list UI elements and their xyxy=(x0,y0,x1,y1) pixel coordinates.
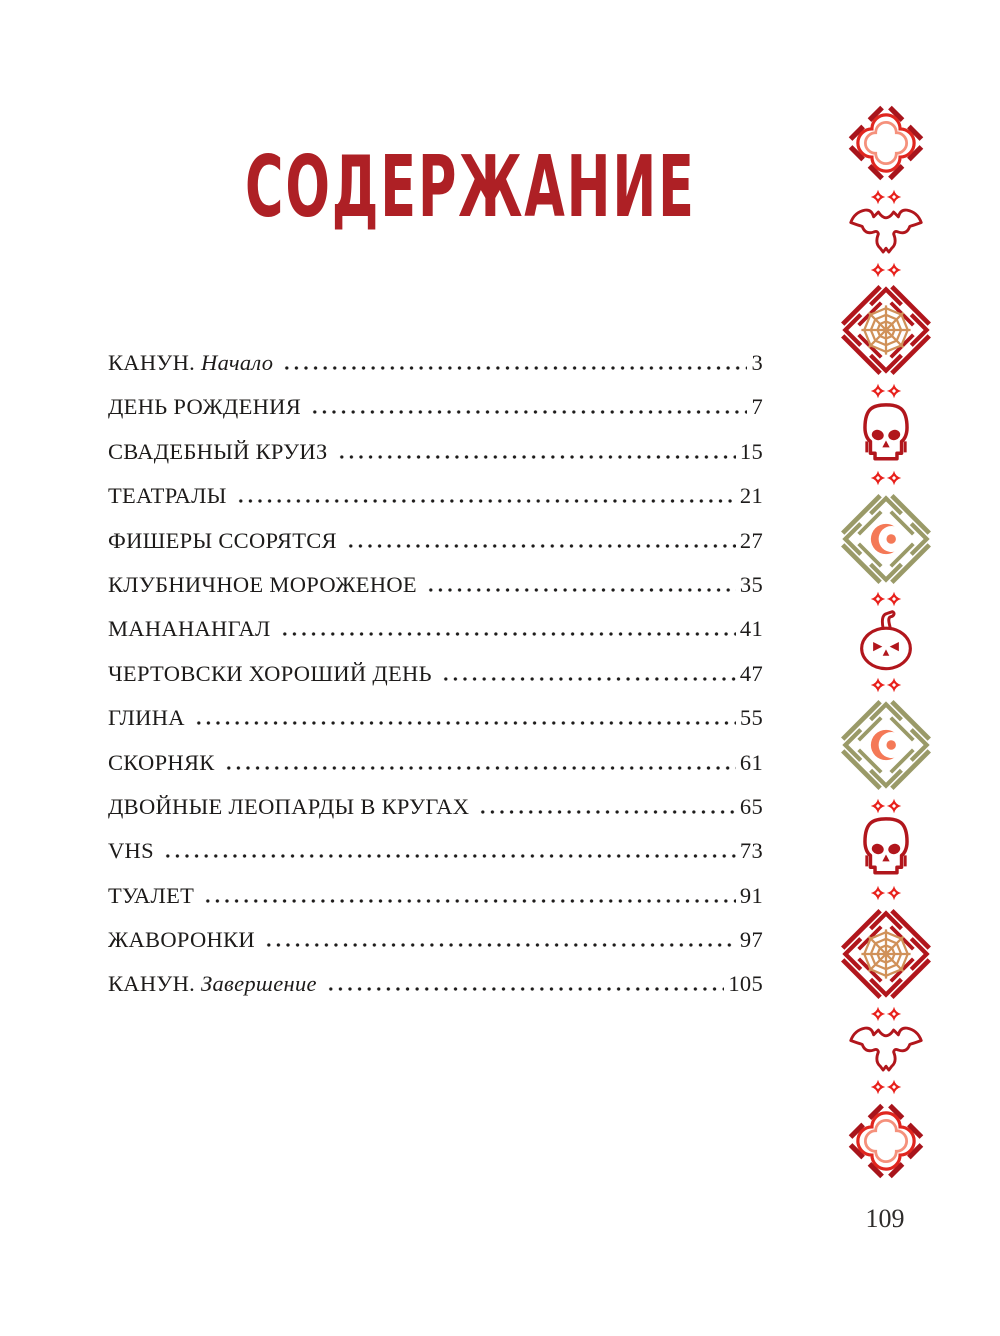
bat-icon xyxy=(846,1023,926,1079)
sparkle-pair-icon xyxy=(840,470,932,486)
toc-dot-leader xyxy=(278,620,736,636)
sparkle-pair-icon xyxy=(840,1079,932,1095)
toc-page-number: 105 xyxy=(728,971,763,997)
toc-dot-leader xyxy=(262,931,736,947)
toc-entry-title: ГЛИНА xyxy=(108,705,185,731)
bat-icon xyxy=(846,205,926,261)
toc-page-number: 27 xyxy=(739,527,763,553)
toc-dot-leader xyxy=(192,709,736,725)
toc-entry-title: ДВОЙНЫЕ ЛЕОПАРДЫ В КРУГАХ xyxy=(108,793,470,819)
toc-entry-title: ЧЕРТОВСКИ ХОРОШИЙ ДЕНЬ xyxy=(108,660,432,686)
sparkle-pair-icon xyxy=(840,591,932,607)
toc-dot-leader xyxy=(324,975,725,991)
sparkle-pair-icon xyxy=(840,677,932,693)
toc-page-number: 35 xyxy=(739,571,763,597)
toc-page-number: 91 xyxy=(739,882,763,908)
skull-icon xyxy=(854,400,918,470)
toc-page-number: 73 xyxy=(739,838,763,864)
skull-icon xyxy=(854,814,918,884)
toc-dot-leader xyxy=(439,665,736,681)
toc-page-number: 21 xyxy=(739,483,763,509)
toc-entry-title: VHS xyxy=(108,838,154,864)
toc-entry-title: ЖАВОРОНКИ xyxy=(108,927,255,953)
sparkle-pair-icon xyxy=(840,383,932,399)
toc-page-number: 61 xyxy=(739,749,763,775)
crescent-diamond-icon xyxy=(834,693,938,797)
sparkle-pair-icon xyxy=(840,885,932,901)
web-diamond-icon xyxy=(834,902,938,1006)
folio-page-number: 109 xyxy=(865,1204,905,1233)
toc-entry xyxy=(108,572,763,616)
toc-entry-title: ДЕНЬ РОЖДЕНИЯ xyxy=(108,394,302,420)
toc-entry xyxy=(108,528,763,572)
toc-entry xyxy=(108,971,763,1015)
toc-page-number: 3 xyxy=(751,350,763,375)
toc-page-number: 65 xyxy=(739,793,763,819)
toc-entry xyxy=(108,838,763,882)
toc-entry xyxy=(108,483,763,527)
toc-page-number: 41 xyxy=(739,616,763,642)
toc-page-number: 47 xyxy=(739,660,763,686)
toc-entry-title: СКОРНЯК xyxy=(108,749,215,775)
quatrefoil-diamond-icon xyxy=(841,98,931,188)
sparkle-pair-icon xyxy=(840,1006,932,1022)
toc-entry xyxy=(108,616,763,660)
toc-dot-leader xyxy=(424,576,736,592)
crescent-diamond-icon xyxy=(834,487,938,591)
toc-page-number: 15 xyxy=(739,438,763,464)
toc-entry-title: КЛУБНИЧНОЕ МОРОЖЕНОЕ xyxy=(108,571,417,597)
toc-entry-title: КАНУН. Завершение xyxy=(108,971,317,997)
toc-entry xyxy=(108,794,763,838)
toc-dot-leader xyxy=(234,487,736,503)
toc-dot-leader xyxy=(201,887,736,903)
sparkle-pair-icon xyxy=(840,189,932,205)
toc-entry-title: ФИШЕРЫ ССОРЯТСЯ xyxy=(108,527,337,553)
toc-page-number: 55 xyxy=(739,705,763,731)
sparkle-pair-icon xyxy=(840,798,932,814)
toc-page-number: 97 xyxy=(739,927,763,953)
pumpkin-icon xyxy=(850,608,922,676)
web-diamond-icon xyxy=(834,278,938,382)
toc-entry xyxy=(108,750,763,794)
toc-entry-title: СВАДЕБНЫЙ КРУИЗ xyxy=(108,438,328,464)
toc-dot-leader xyxy=(280,354,747,370)
toc-entry xyxy=(108,883,763,927)
toc-dot-leader xyxy=(161,842,736,858)
toc-entry-title: ТУАЛЕТ xyxy=(108,882,195,908)
sparkle-pair-icon xyxy=(840,262,932,278)
toc-entry xyxy=(108,661,763,705)
toc-dot-leader xyxy=(335,443,736,459)
toc-entry xyxy=(108,927,763,971)
toc-list xyxy=(108,350,763,1016)
toc-entry-title: МАНАНАНГАЛ xyxy=(108,616,271,642)
toc-dot-leader xyxy=(222,754,736,770)
toc-dot-leader xyxy=(476,798,736,814)
toc-entry xyxy=(108,439,763,483)
toc-page-number: 7 xyxy=(751,394,763,420)
ornament-column xyxy=(832,98,940,1186)
toc-entry-title: ТЕАТРАЛЫ xyxy=(108,483,227,509)
quatrefoil-diamond-icon xyxy=(841,1096,931,1186)
page-title: СОДЕРЖАНИЕ xyxy=(245,139,696,237)
toc-entry xyxy=(108,705,763,749)
toc-entry xyxy=(108,350,763,394)
toc-dot-leader xyxy=(308,398,747,414)
toc-entry-title: КАНУН. Начало xyxy=(108,350,274,375)
toc-entry xyxy=(108,394,763,438)
toc-dot-leader xyxy=(344,532,736,548)
